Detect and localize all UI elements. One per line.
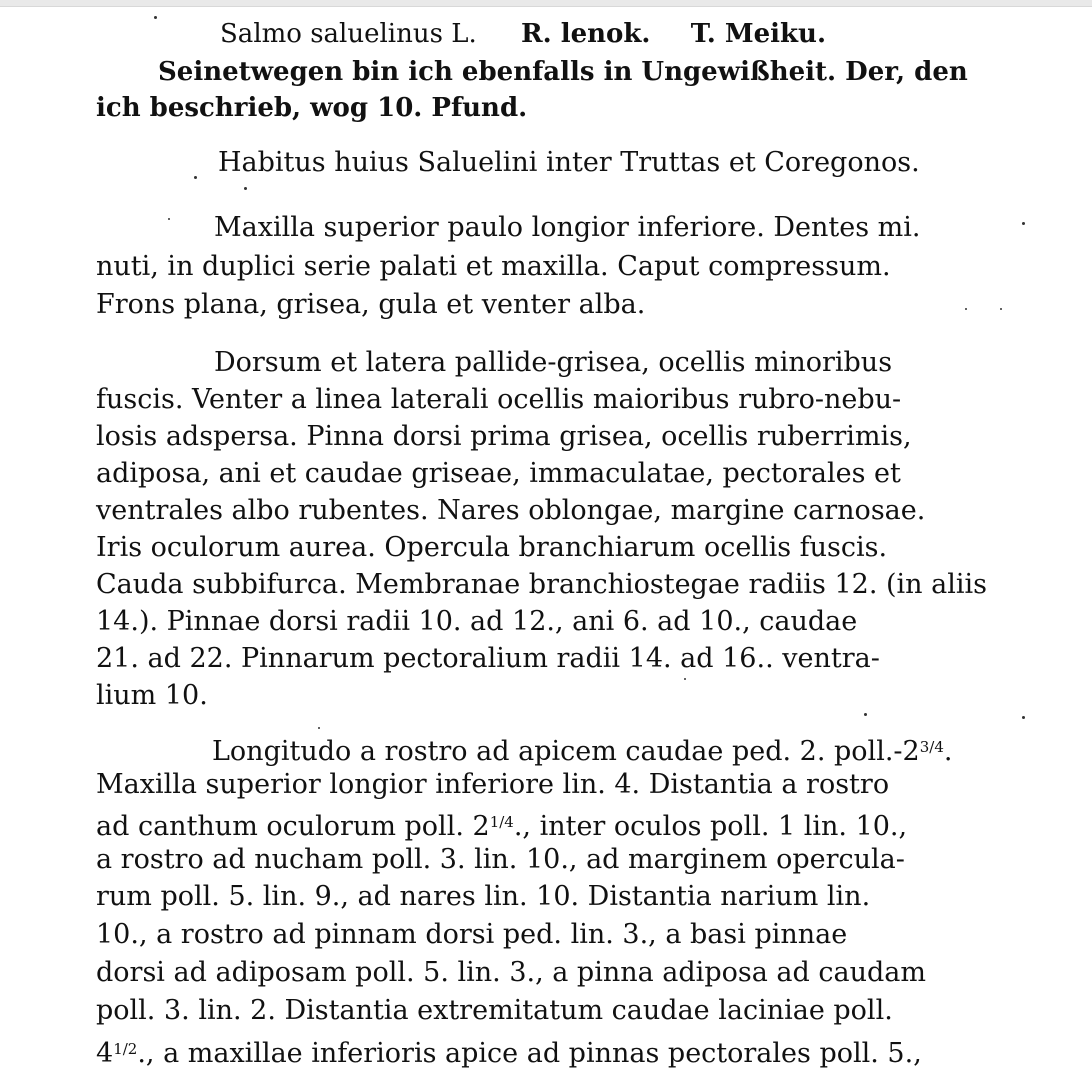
- species-header: [220, 16, 826, 52]
- para2-line-6: Iris oculorum aurea. Opercula branchiarum ocellis fuscis.: [96, 532, 888, 563]
- tungus-name: T. Meiku.: [690, 19, 827, 49]
- para3-line-9: [96, 1031, 922, 1072]
- para2-line-2: fuscis. Venter a linea laterali ocellis maioribus rubro-nebu-: [96, 384, 902, 415]
- para3-line-9-text-a: 4: [96, 1038, 114, 1069]
- para2-line-1: Dorsum et latera pallide-grisea, ocellis minoribus: [214, 347, 893, 378]
- para1-line-3: Frons plana, grisea, gula et venter alba.: [96, 289, 646, 320]
- para2-line-9: 21. ad 22. Pinnarum pectoralium radii 14. ad 16.. ventra-: [96, 643, 880, 674]
- scan-speck: [154, 16, 157, 19]
- para3-line-1-text: Longitudo a rostro ad apicem caudae ped. 2. poll.-2: [212, 736, 920, 767]
- habitus-line: Habitus huius Saluelini inter Truttas et Coregonos.: [218, 147, 920, 178]
- para2-line-4: adiposa, ani et caudae griseae, immaculatae, pectorales et: [96, 458, 901, 489]
- fraction-one-quarter: 1/4: [489, 813, 514, 831]
- scan-speck: [864, 713, 867, 716]
- para3-line-4: a rostro ad nucham poll. 3. lin. 10., ad marginem opercula-: [96, 844, 905, 875]
- scan-speck: [194, 176, 197, 179]
- para2-line-10: lium 10.: [96, 680, 208, 711]
- para3-line-3: [96, 804, 907, 845]
- scan-speck: [318, 727, 320, 729]
- fraction-three-quarters: 3/4: [919, 738, 944, 756]
- scan-speck: [1022, 222, 1025, 225]
- para2-line-5: ventrales albo rubentes. Nares oblongae, margine carnosae.: [96, 495, 926, 526]
- para1-line-2: nuti, in duplici serie palati et maxilla. Caput compressum.: [96, 251, 891, 282]
- para3-line-2: Maxilla superior longior inferiore lin. 4. Distantia a rostro: [96, 769, 890, 800]
- scan-speck: [1022, 716, 1025, 719]
- para3-line-1: Longitudo a rostro ad apicem caudae ped. 2. $poll.-2^{3/4}$.: [212, 736, 953, 767]
- para3-line-8: poll. 3. lin. 2. Distantia extremitatum caudae laciniae poll.: [96, 995, 893, 1026]
- para3-line-9-text-b: ., a maxillae inferioris apice ad pinnas pectorales poll. 5.,: [137, 1038, 922, 1069]
- para3-line-7: dorsi ad adiposam poll. 5. lin. 3., a pinna adiposa ad caudam: [96, 957, 926, 988]
- scan-speck: [1000, 308, 1002, 310]
- intro-line-1: Seinetwegen bin ich ebenfalls in Ungewißheit. Der, den: [158, 57, 968, 87]
- scan-speck: [244, 187, 247, 190]
- para2-line-3: losis adspersa. Pinna dorsi prima grisea, ocellis ruberrimis,: [96, 421, 912, 452]
- para3-line-3-text-b: ., inter oculos poll. 1 lin. 10.,: [513, 811, 908, 842]
- intro-line-2: ich beschrieb, wog 10. Pfund.: [96, 93, 528, 123]
- para3-line-5: rum poll. 5. lin. 9., ad nares lin. 10. Distantia narium lin.: [96, 881, 871, 912]
- scan-speck: [684, 678, 686, 680]
- para1-line-1: Maxilla superior paulo longior inferiore. Dentes mi.: [214, 212, 921, 243]
- russian-name: R. lenok.: [521, 19, 651, 49]
- para3-line-6: 10., a rostro ad pinnam dorsi ped. lin. 3., a basi pinnae: [96, 919, 848, 950]
- para3-line-3-text-a: ad canthum oculorum poll. 2: [96, 811, 490, 842]
- para2-line-7: Cauda subbifurca. Membranae branchiostegae radiis 12. (in aliis: [96, 569, 988, 600]
- species-name: Salmo saluelinus L.: [220, 19, 477, 49]
- scan-speck: [168, 218, 170, 220]
- fraction-one-half: 1/2: [113, 1040, 138, 1058]
- scan-speck: [965, 308, 967, 310]
- para2-line-8: 14.). Pinnae dorsi radii 10. ad 12., ani 6. ad 10., caudae: [96, 606, 858, 637]
